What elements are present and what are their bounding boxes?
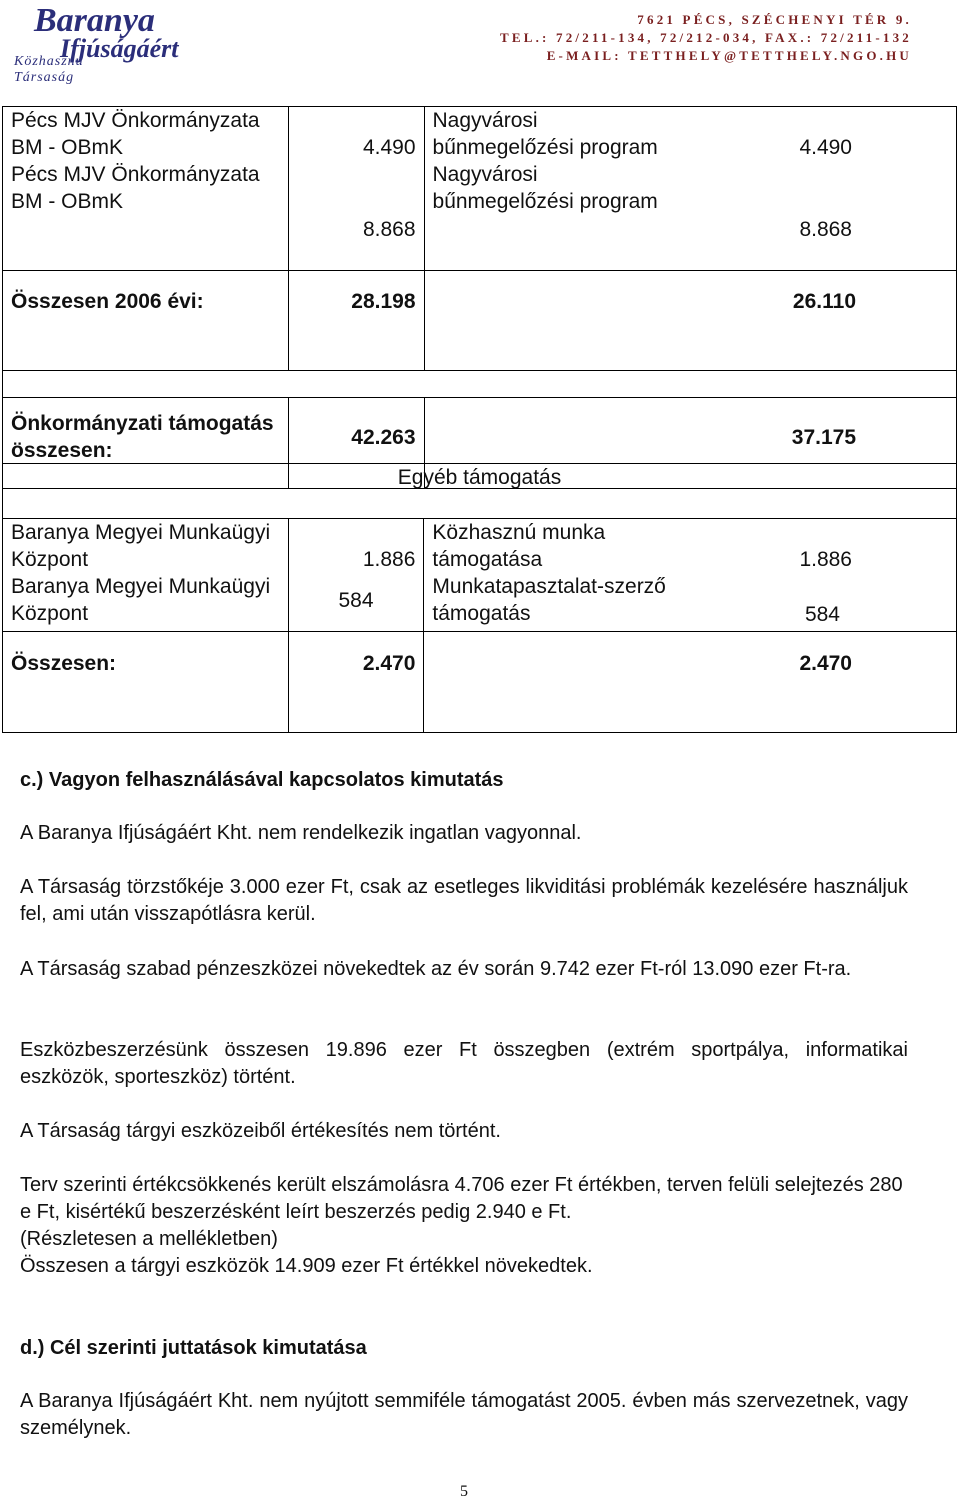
source-cell: Baranya Megyei Munkaügyi Központ Baranya Megyei Munkaügyi Központ [3, 519, 289, 632]
header-email: E-MAIL: TETTHELY@TETTHELY.NGO.HU [546, 48, 912, 63]
table-title: Egyéb támogatás [3, 464, 957, 519]
amount-cell: 4.490 8.868 [288, 107, 424, 271]
amount-cell: 1.886 584 [288, 519, 424, 632]
section-d-paragraph: A Baranya Ifjúságáért Kht. nem nyújtott semmiféle támogatást 2005. évben más szervezetnek, vagy személynek. [20, 1390, 908, 1439]
section-c-paragraph: Eszközbeszerzésünk összesen 19.896 ezer Ft összegben (extrém sportpálya, informatikai eszközök, sporteszköz) történt. [20, 1039, 908, 1088]
other-support-table [2, 463, 957, 733]
header-address: 7621 PÉCS, SZÉCHENYI TÉR 9. [637, 12, 912, 27]
source-cell: Pécs MJV Önkormányzata BM - OBmK Pécs MJV Önkormányzata BM - OBmK [3, 107, 289, 271]
section-c-paragraph: A Baranya Ifjúságáért Kht. nem rendelkezik ingatlan vagyonnal. [20, 822, 582, 844]
purpose-cell: Közhasznú munka támogatása Munkatapasztalat-szerző támogatás [424, 519, 690, 632]
total-amount: 28.198 [288, 271, 424, 371]
used-cell: 1.886 584 [690, 519, 957, 632]
total-row [3, 632, 957, 733]
logo-subtitle: Ifjúságáért [60, 34, 179, 63]
total-row [3, 271, 957, 371]
logo-title: Baranya [34, 2, 155, 39]
grand-label: Önkormányzati támogatás összesen: [3, 398, 289, 489]
section-c-paragraph: Terv szerinti értékcsökkenés került elszámolásra 4.706 ezer Ft értékben, terven felüli selejtezés 280 e Ft, kisértékű beszerzésként leírt beszerzés pedig 2.940 e Ft. (Részletesen a mellékletben) Összesen a tárgyi eszközök 14.909 ezer Ft értékkel növekedtek. [20, 1174, 903, 1277]
section-c-paragraph: A Társaság tárgyi eszközeiből értékesítés nem történt. [20, 1120, 501, 1142]
used-cell: 4.490 8.868 [690, 107, 957, 271]
section-d-heading: d.) Cél szerinti juttatások kimutatása [20, 1337, 367, 1359]
total-amount: 2.470 [288, 632, 424, 733]
logo-tagline: Közhasznú Társaság [14, 54, 84, 85]
table-row [3, 107, 957, 271]
section-c-heading: c.) Vagyon felhasználásával kapcsolatos kimutatás [20, 769, 504, 791]
section-c-paragraph: A Társaság törzstőkéje 3.000 ezer Ft, csak az esetleges likviditási problémák kezelésére használjuk fel, ami után visszapótlásra kerül. [20, 876, 908, 925]
section-c-paragraph: A Társaság szabad pénzeszközei növekedtek az év során 9.742 ezer Ft-ról 13.090 ezer Ft-ra. [20, 958, 852, 980]
total-label: Összesen: [3, 632, 289, 733]
municipal-support-table [2, 106, 957, 489]
purpose-cell: Nagyvárosi bűnmegelőzési program Nagyvárosi bűnmegelőzési program [424, 107, 690, 271]
grand-amount: 42.263 [288, 398, 424, 489]
grand-used: 37.175 [690, 398, 957, 489]
page-number: 5 [460, 1483, 468, 1500]
header-phone: TEL.: 72/211-134, 72/212-034, FAX.: 72/211-132 [499, 30, 912, 45]
table-row [3, 519, 957, 632]
total-used: 2.470 [690, 632, 957, 733]
total-used: 26.110 [690, 271, 957, 371]
total-label: Összesen 2006 évi: [3, 271, 289, 371]
